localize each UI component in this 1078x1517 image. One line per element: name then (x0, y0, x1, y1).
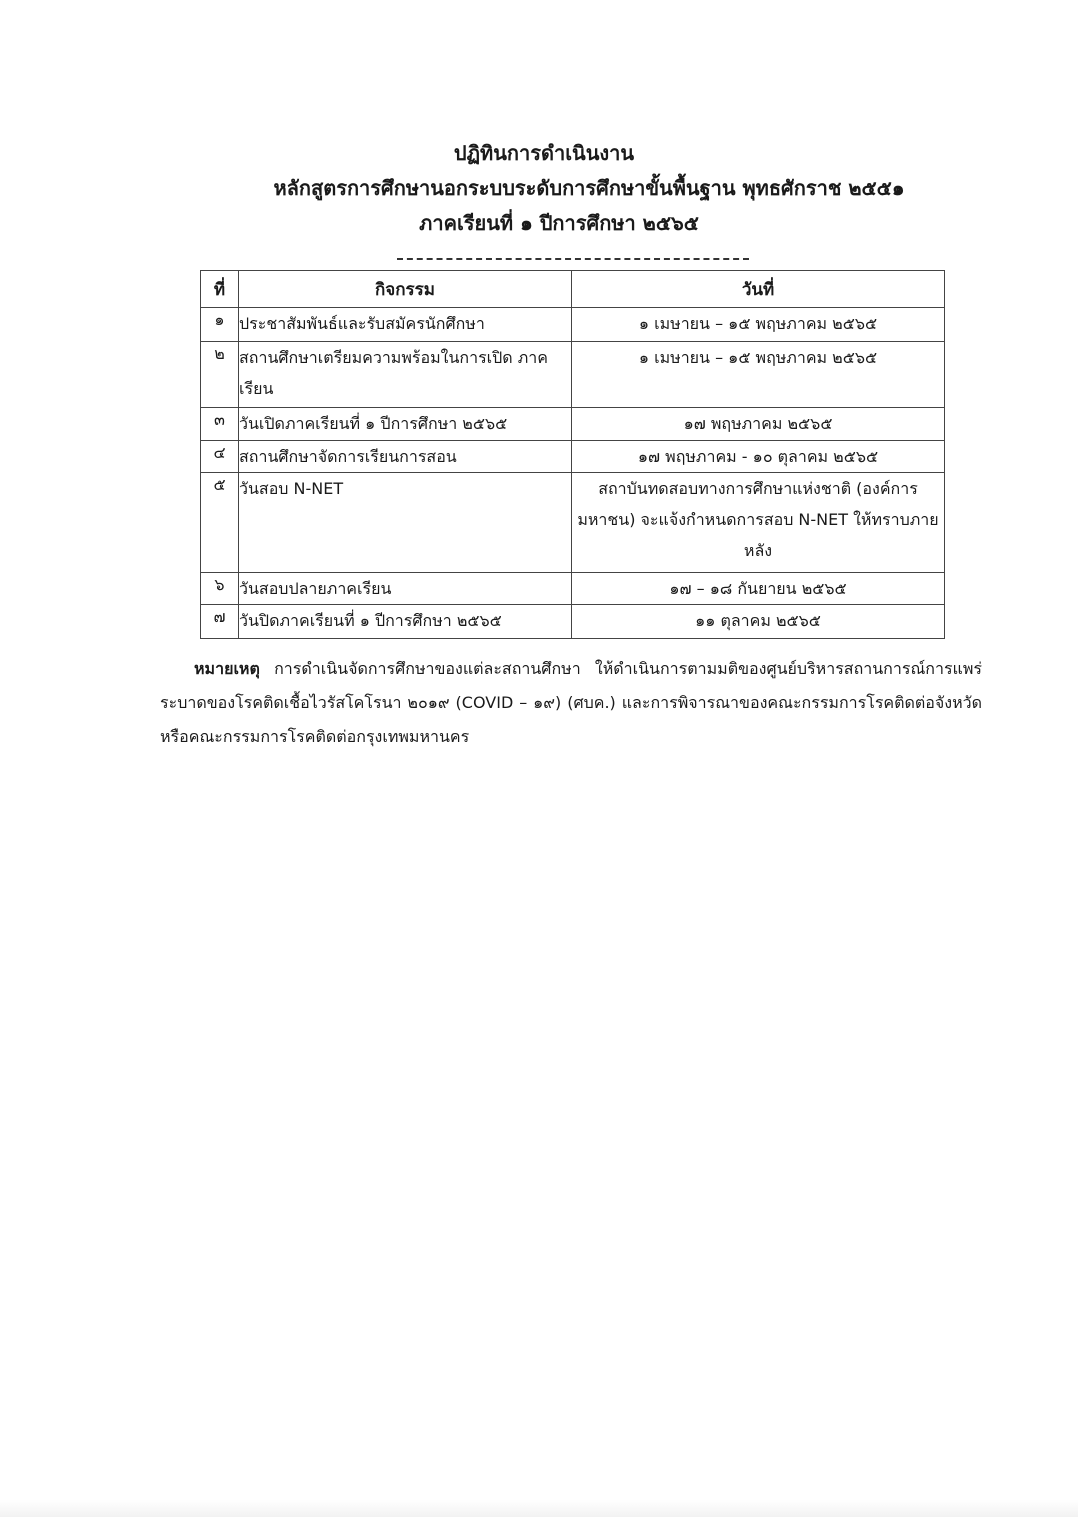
schedule-table (200, 270, 945, 639)
row-activity: วันเปิดภาคเรียนที่ ๑ ปีการศึกษา ๒๕๖๕ (239, 408, 572, 441)
row-date: ๑๑ ตุลาคม ๒๕๖๕ (572, 605, 945, 639)
table-row (201, 573, 945, 605)
header-date: วันที่ (572, 271, 945, 308)
row-no: ๑ (201, 308, 239, 342)
row-date: ๑๗ – ๑๘ กันยายน ๒๕๖๕ (572, 573, 945, 605)
header-activity: กิจกรรม (239, 271, 572, 308)
note-text: การดำเนินจัดการศึกษาของแต่ละสถานศึกษา ให้ดำเนินการตามมติของศูนย์บริหารสถานการณ์การแพร่ระบาดของโรคติดเชื้อไวรัสโคโรนา ๒๐๑๙ (COVID – ๑๙) (ศบค.) และการพิจารณาของคณะกรรมการโรคติดต่อจังหวัดหรือคณะกรรมการโรคติดต่อกรุงเทพมหานคร (160, 659, 982, 746)
row-activity: วันปิดภาคเรียนที่ ๑ ปีการศึกษา ๒๕๖๕ (239, 605, 572, 639)
row-no: ๒ (201, 342, 239, 408)
table-header-row (201, 271, 945, 308)
note-paragraph (160, 652, 982, 754)
table-row (201, 605, 945, 639)
table-row (201, 473, 945, 573)
dashed-divider (397, 258, 749, 260)
row-no: ๓ (201, 408, 239, 441)
document-header (0, 136, 1078, 241)
row-no: ๕ (201, 473, 239, 573)
header-no: ที่ (201, 271, 239, 308)
row-date: สถาบันทดสอบทางการศึกษาแห่งชาติ (องค์การมหาชน) จะแจ้งกำหนดการสอบ N-NET ให้ทราบภายหลัง (572, 473, 945, 573)
row-no: ๔ (201, 441, 239, 473)
row-date: ๑ เมษายน – ๑๕ พฤษภาคม ๒๕๖๕ (572, 308, 945, 342)
table-row (201, 342, 945, 408)
row-no: ๗ (201, 605, 239, 639)
table-row (201, 308, 945, 342)
row-activity: วันสอบปลายภาคเรียน (239, 573, 572, 605)
row-activity: ประชาสัมพันธ์และรับสมัครนักศึกษา (239, 308, 572, 342)
row-date: ๑๗ พฤษภาคม ๒๕๖๕ (572, 408, 945, 441)
row-date: ๑ เมษายน – ๑๕ พฤษภาคม ๒๕๖๕ (572, 342, 945, 408)
page-bottom-edge (0, 1500, 1078, 1517)
document-title: ปฏิทินการดำเนินงาน (453, 141, 635, 165)
row-date: ๑๗ พฤษภาคม - ๑๐ ตุลาคม ๒๕๖๕ (572, 441, 945, 473)
document-term: ภาคเรียนที่ ๑ ปีการศึกษา ๒๕๖๕ (419, 211, 699, 235)
row-activity: วันสอบ N-NET (239, 473, 572, 573)
document-subtitle: หลักสูตรการศึกษานอกระบบระดับการศึกษาขั้นพื้นฐาน พุทธศักราช ๒๕๕๑ (273, 176, 905, 200)
row-no: ๖ (201, 573, 239, 605)
note-label: หมายเหตุ (194, 659, 260, 678)
row-activity: สถานศึกษาเตรียมความพร้อมในการเปิด ภาคเรียน (239, 342, 572, 408)
row-activity: สถานศึกษาจัดการเรียนการสอน (239, 441, 572, 473)
table-row (201, 408, 945, 441)
table-row (201, 441, 945, 473)
